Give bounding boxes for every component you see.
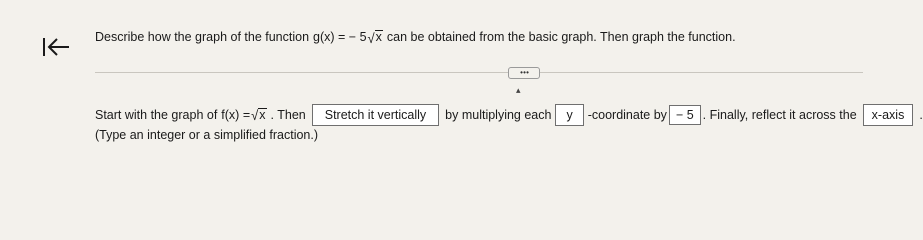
radical-sign: √	[251, 108, 259, 124]
coordinate-dropdown[interactable]: y	[555, 104, 583, 126]
divider	[95, 72, 863, 73]
back-button[interactable]	[40, 34, 72, 60]
by-multiplying-text: by multiplying each	[445, 108, 552, 122]
question-suffix: can be obtained from the basic graph. Then graph the function.	[386, 30, 736, 45]
answer-sentence	[95, 104, 923, 126]
answer-hint: (Type an integer or a simplified fraction.)	[95, 128, 319, 142]
basic-function-lhs: f(x) =	[221, 108, 251, 122]
question-text	[95, 30, 736, 45]
sqrt-symbol	[251, 108, 266, 123]
then-text: . Then	[270, 108, 306, 122]
end-text: .	[919, 108, 923, 122]
function-radicand: x	[375, 30, 382, 44]
transformation-dropdown[interactable]: Stretch it vertically	[312, 104, 439, 126]
axis-dropdown[interactable]: x-axis	[863, 104, 914, 126]
sqrt-symbol	[368, 30, 383, 45]
more-options-button[interactable]: • • •	[508, 67, 540, 79]
arrow-left-bar-icon	[40, 34, 72, 60]
basic-function-expression	[221, 108, 266, 123]
coordinate-by-text: -coordinate by	[587, 108, 667, 122]
start-text: Start with the graph of	[95, 108, 218, 122]
radical-sign: √	[367, 30, 375, 47]
function-expression	[313, 30, 383, 45]
basic-function-radicand: x	[259, 107, 266, 122]
factor-input[interactable]: − 5	[669, 105, 701, 125]
question-prefix: Describe how the graph of the function	[95, 30, 310, 45]
function-lhs: g(x) = − 5	[313, 30, 367, 45]
finally-text: . Finally, reflect it across the	[702, 108, 857, 122]
mouse-cursor-icon: ▴	[516, 85, 521, 95]
